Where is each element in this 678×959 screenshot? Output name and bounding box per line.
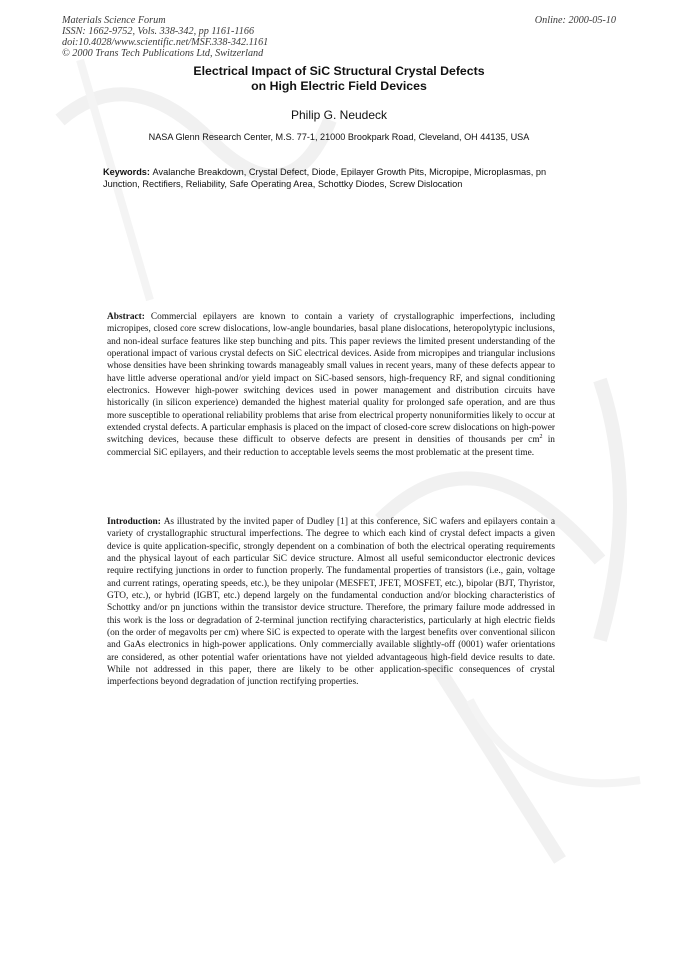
- issn-line: ISSN: 1662-9752, Vols. 338-342, pp 1161-1166: [62, 26, 255, 37]
- author-affiliation: NASA Glenn Research Center, M.S. 77-1, 21000 Brookpark Road, Cleveland, OH 44135, USA: [148, 132, 530, 142]
- abstract-text: Commercial epilayers are known to contain a variety of crystallographic imperfections, including micropipes, closed core screw dislocations, low-angle boundaries, basal plane dislocations, heteropolytypic inclusions, and non-ideal surface features like step bunching and pits. This paper reviews the limited present understanding of the operational impact of various crystal defects on SiC electrical devices. Aside from micropipes and triangular inclusions whose densities have been shrinking towards manageably small values in recent years, many of these defects appear to have little adverse operational and/or yield impact on SiC-based sensors, high-frequency RF, and signal conditioning electronics. However high-power switching devices used in power management and distribution circuits have historically (in silicon experience) demanded the highest material quality for prolonged safe operation, and are thus more susceptible to operational reliability problems that arise from electrical property nonuniformities likely to occur at extended crystal defects. A particular emphasis is placed on the impact of closed-core screw dislocations on high-power switching devices, because these difficult to observe defects are present in densities of thousands per cm: [107, 312, 555, 446]
- keywords-paragraph: [103, 166, 553, 191]
- doi-line[interactable]: doi:10.4028/www.scientific.net/MSF.338-342.1161: [62, 37, 269, 48]
- author-name: Philip G. Neudeck: [290, 108, 388, 122]
- online-date: Online: 2000-05-10: [534, 15, 616, 26]
- keywords-text: Avalanche Breakdown, Crystal Defect, Diode, Epilayer Growth Pits, Micropipe, Microplasmas, pn Junction, Rectifiers, Reliability, Safe Operating Area, Schottky Diodes, Screw Dislocation: [103, 167, 547, 190]
- title-line-2: on High Electric Field Devices: [251, 79, 427, 93]
- paper-title: [0, 64, 678, 94]
- title-line-1: Electrical Impact of SiC Structural Crystal Defects: [193, 64, 485, 78]
- keywords-label: Keywords:: [103, 167, 153, 177]
- introduction-label: Introduction:: [107, 517, 164, 527]
- copyright-line: © 2000 Trans Tech Publications Ltd, Switzerland: [62, 48, 264, 59]
- abstract-paragraph: [107, 311, 555, 459]
- abstract-text-end: in commercial SiC epilayers, and their reduction to acceptable levels seems the most problematic at the present time.: [107, 435, 555, 458]
- abstract-superscript: 2: [539, 434, 543, 441]
- journal-metadata: [62, 15, 268, 59]
- abstract-label: Abstract:: [107, 312, 151, 322]
- journal-name: Materials Science Forum: [62, 15, 166, 26]
- introduction-text: As illustrated by the invited paper of Dudley [1] at this conference, SiC wafers and epilayers contain a variety of crystallographic structural imperfections. The degree to which each kind of crystal defect impacts a given device is quite application-specific, strongly dependent on a combination of both the electrical operating requirements and the physical layout of each particular SiC device structure. Almost all useful semiconductor electronic devices require rectifying junctions in order to function properly. The fundamental properties of transistors (i.e., gain, voltage and current ratings, operating speeds, etc.), be they unipolar (MESFET, JFET, MOSFET, etc.), bipolar (BJT, Thyristor, GTO, etc.), or hybrid (IGBT, etc.) depend largely on the fundamental conduction and/or blocking characteristics of Schottky and/or pn junctions within the transistor device structure. Therefore, the primary failure mode addressed in this work is the loss or degradation of 2-terminal junction rectifying characteristics, particularly at high electric fields (on the order of megavolts per cm) where SiC is expected to operate with the largest benefits over conventional silicon and GaAs electronics in high-power applications. Only commercially available slightly-off (0001) wafer orientations are considered, as other potential wafer orientations have not yielded advantageous high-field device results to date. While not addressed in this paper, there are likely to be other application-specific consequences of crystal imperfections beyond degradation of junction rectifying properties.: [107, 517, 555, 688]
- introduction-paragraph: [107, 516, 555, 689]
